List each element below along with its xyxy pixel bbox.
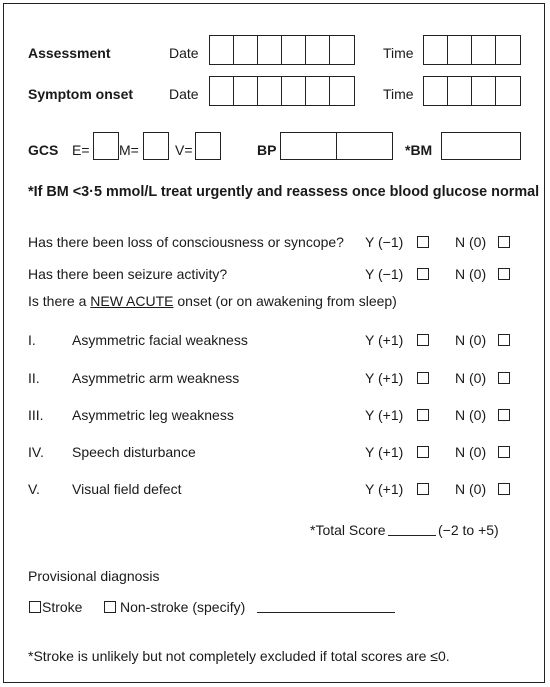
item-arm-yes-checkbox[interactable]	[417, 372, 429, 384]
item-visual-field-defect: Visual field defect	[72, 481, 182, 497]
question-syncope-yes: Y (−1)	[365, 234, 404, 250]
item-speech-yes-checkbox[interactable]	[417, 446, 429, 458]
onset-date-label: Date	[169, 86, 199, 102]
onset-prefix: Is there a	[28, 293, 91, 309]
bp-diastolic-box[interactable]	[336, 132, 393, 160]
time-cell[interactable]	[471, 35, 496, 65]
bm-label: *BM	[405, 142, 433, 158]
date-cell[interactable]	[257, 35, 282, 65]
stroke-label: Stroke	[42, 599, 83, 615]
item-visual-yes-checkbox[interactable]	[417, 483, 429, 495]
bp-systolic-box[interactable]	[280, 132, 337, 160]
onset-time-label: Time	[383, 86, 414, 102]
total-score-range: (−2 to +5)	[438, 522, 499, 538]
item-number: III.	[28, 407, 44, 423]
date-cell[interactable]	[305, 35, 330, 65]
question-seizure: Has there been seizure activity?	[28, 266, 228, 282]
item-yes-label: Y (+1)	[365, 332, 404, 348]
footnote: *Stroke is unlikely but not completely excluded if total scores are ≤0.	[28, 648, 450, 664]
gcs-m-box[interactable]	[143, 132, 169, 160]
non-stroke-label: Non-stroke (specify)	[120, 599, 246, 615]
time-cell[interactable]	[495, 35, 521, 65]
time-cell[interactable]	[471, 76, 496, 106]
item-yes-label: Y (+1)	[365, 444, 404, 460]
item-number: I.	[28, 332, 36, 348]
stroke-checkbox[interactable]	[29, 601, 41, 613]
date-cell[interactable]	[281, 76, 306, 106]
item-arm-no-checkbox[interactable]	[498, 372, 510, 384]
gcs-v-label: V=	[175, 142, 193, 158]
item-no-label: N (0)	[455, 481, 487, 497]
date-cell[interactable]	[209, 35, 234, 65]
date-cell[interactable]	[305, 76, 330, 106]
question-seizure-no-checkbox[interactable]	[498, 268, 510, 280]
gcs-e-box[interactable]	[93, 132, 119, 160]
bm-warning: *If BM <3·5 mmol/L treat urgently and reassess once blood glucose normal	[28, 184, 540, 200]
question-syncope-no-checkbox[interactable]	[498, 236, 510, 248]
assessment-label: Assessment	[28, 45, 111, 61]
non-stroke-specify-field[interactable]	[257, 612, 395, 613]
total-score-field[interactable]	[388, 535, 436, 536]
item-yes-label: Y (+1)	[365, 481, 404, 497]
assessment-time-label: Time	[383, 45, 414, 61]
total-score-label: *Total Score	[310, 522, 386, 538]
gcs-v-box[interactable]	[195, 132, 221, 160]
item-arm-weakness: Asymmetric arm weakness	[72, 370, 240, 386]
question-seizure-yes: Y (−1)	[365, 266, 404, 282]
question-syncope: Has there been loss of consciousness or syncope?	[28, 234, 344, 250]
onset-suffix: onset (or on awakening from sleep)	[173, 293, 397, 309]
question-seizure-no: N (0)	[455, 266, 487, 282]
time-cell[interactable]	[423, 35, 448, 65]
date-cell[interactable]	[257, 76, 282, 106]
bp-label: BP	[257, 142, 277, 158]
item-yes-label: Y (+1)	[365, 370, 404, 386]
time-cell[interactable]	[447, 35, 472, 65]
symptom-onset-label: Symptom onset	[28, 86, 134, 102]
date-cell[interactable]	[233, 76, 258, 106]
item-leg-no-checkbox[interactable]	[498, 409, 510, 421]
item-no-label: N (0)	[455, 407, 487, 423]
onset-emphasis: NEW ACUTE	[90, 293, 174, 309]
date-cell[interactable]	[209, 76, 234, 106]
question-syncope-yes-checkbox[interactable]	[417, 236, 429, 248]
gcs-e-label: E=	[72, 142, 90, 158]
date-cell[interactable]	[233, 35, 258, 65]
item-facial-yes-checkbox[interactable]	[417, 334, 429, 346]
time-cell[interactable]	[495, 76, 521, 106]
question-seizure-yes-checkbox[interactable]	[417, 268, 429, 280]
item-no-label: N (0)	[455, 370, 487, 386]
item-speech-disturbance: Speech disturbance	[72, 444, 196, 460]
time-cell[interactable]	[423, 76, 448, 106]
time-cell[interactable]	[447, 76, 472, 106]
provisional-diagnosis-label: Provisional diagnosis	[28, 568, 160, 584]
item-number: II.	[28, 370, 40, 386]
item-yes-label: Y (+1)	[365, 407, 404, 423]
non-stroke-checkbox[interactable]	[104, 601, 116, 613]
gcs-m-label: M=	[119, 142, 139, 158]
item-no-label: N (0)	[455, 332, 487, 348]
item-facial-weakness: Asymmetric facial weakness	[72, 332, 248, 348]
question-syncope-no: N (0)	[455, 234, 487, 250]
onset-question	[28, 292, 397, 310]
date-cell[interactable]	[329, 76, 355, 106]
bm-box[interactable]	[441, 132, 521, 160]
item-leg-yes-checkbox[interactable]	[417, 409, 429, 421]
gcs-label: GCS	[28, 142, 59, 158]
date-cell[interactable]	[281, 35, 306, 65]
item-leg-weakness: Asymmetric leg weakness	[72, 407, 234, 423]
item-speech-no-checkbox[interactable]	[498, 446, 510, 458]
item-visual-no-checkbox[interactable]	[498, 483, 510, 495]
assessment-date-label: Date	[169, 45, 199, 61]
date-cell[interactable]	[329, 35, 355, 65]
item-number: IV.	[28, 444, 44, 460]
item-no-label: N (0)	[455, 444, 487, 460]
item-facial-no-checkbox[interactable]	[498, 334, 510, 346]
item-number: V.	[28, 481, 40, 497]
